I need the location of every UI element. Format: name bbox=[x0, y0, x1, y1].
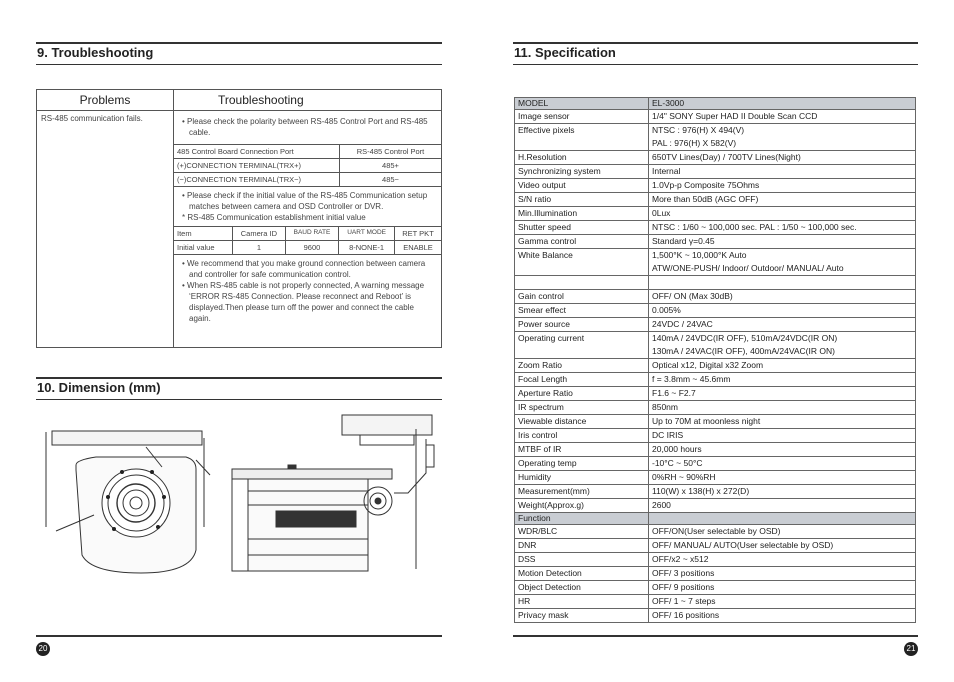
spec-value-line bbox=[652, 276, 912, 289]
spec-row bbox=[515, 443, 916, 457]
spec-label: Image sensor bbox=[515, 110, 649, 124]
dimension-title: 10. Dimension (mm) bbox=[37, 380, 161, 395]
spec-value bbox=[649, 387, 916, 401]
init-header-item: Item bbox=[174, 227, 233, 241]
spec-value bbox=[649, 249, 916, 276]
tip-initial-value: • Please check if the initial value of the RS-485 Communication setup matches between camera and OSD Controller or DVR. bbox=[182, 191, 428, 211]
spec-row bbox=[515, 373, 916, 387]
init-value-ret: ENABLE bbox=[395, 241, 441, 255]
spec-value bbox=[649, 235, 916, 249]
spec-label bbox=[515, 276, 649, 290]
spec-label: Gain control bbox=[515, 290, 649, 304]
troubleshooting-header: Troubleshooting bbox=[174, 90, 442, 111]
spec-value-line: DC IRIS bbox=[652, 430, 684, 440]
port-row-minus-value: 485− bbox=[340, 173, 442, 187]
spec-row bbox=[515, 387, 916, 401]
spec-value-line: 0Lux bbox=[652, 208, 671, 218]
spec-value-line: F1.6 ~ F2.7 bbox=[652, 388, 696, 398]
spec-value-line: 0.005% bbox=[652, 305, 681, 315]
spec-row bbox=[515, 401, 916, 415]
spec-value-line: -10°C ~ 50°C bbox=[652, 458, 703, 468]
spec-value-line: More than 50dB (AGC OFF) bbox=[652, 194, 759, 204]
spec-value bbox=[649, 359, 916, 373]
spec-value bbox=[649, 110, 916, 124]
section-rule bbox=[513, 64, 918, 65]
tip-cable: • When RS-485 cable is not properly connected, A warning message ‘ERROR RS-485 Connection. Please reconnect and Reboot’ is displayed.Then please turn off the power and connect the cable again. bbox=[182, 281, 425, 323]
spec-row bbox=[515, 207, 916, 221]
spec-row bbox=[515, 609, 916, 623]
spec-label: Video output bbox=[515, 179, 649, 193]
spec-label: Synchronizing system bbox=[515, 165, 649, 179]
spec-value bbox=[649, 539, 916, 553]
spec-label: Min.Illumination bbox=[515, 207, 649, 221]
footer-rule bbox=[513, 635, 918, 637]
spec-value-line: Internal bbox=[652, 166, 681, 176]
spec-value-line: 140mA / 24VDC(IR OFF), 510mA/24VDC(IR ON) bbox=[652, 333, 838, 343]
spec-value-line: OFF/x2 ~ x512 bbox=[652, 554, 709, 564]
spec-value-line: Optical x12, Digital x32 Zoom bbox=[652, 360, 764, 370]
port-row-minus: (−)CONNECTION TERMINAL(TRX−) bbox=[174, 173, 340, 187]
spec-label: Humidity bbox=[515, 471, 649, 485]
tip-note: * RS-485 Communication establishment initial value bbox=[182, 213, 366, 222]
spec-value bbox=[649, 318, 916, 332]
port-row-plus-value: 485+ bbox=[340, 159, 442, 173]
port-header-board: 485 Control Board Connection Port bbox=[174, 145, 340, 159]
spec-row bbox=[515, 124, 916, 151]
spec-value-line: NTSC : 1/60 ~ 100,000 sec. PAL : 1/50 ~ 100,000 sec. bbox=[652, 222, 857, 232]
spec-row bbox=[515, 499, 916, 513]
spec-label: Operating current bbox=[515, 332, 649, 359]
specification-title: 11. Specification bbox=[514, 45, 616, 60]
spec-label: Operating temp bbox=[515, 457, 649, 471]
spec-row bbox=[515, 318, 916, 332]
spec-label: Viewable distance bbox=[515, 415, 649, 429]
spec-row bbox=[515, 179, 916, 193]
spec-label: DSS bbox=[515, 553, 649, 567]
init-value-camera-id: 1 bbox=[233, 241, 286, 255]
spec-value bbox=[649, 98, 916, 110]
spec-row bbox=[515, 235, 916, 249]
spec-row bbox=[515, 525, 916, 539]
spec-row bbox=[515, 110, 916, 124]
problems-header: Problems bbox=[37, 90, 174, 111]
spec-value bbox=[649, 609, 916, 623]
spec-row bbox=[515, 249, 916, 276]
init-value-uart: 8-NONE-1 bbox=[339, 241, 395, 255]
spec-label: MODEL bbox=[515, 98, 649, 110]
spec-label: Zoom Ratio bbox=[515, 359, 649, 373]
spec-value-line: OFF/ 16 positions bbox=[652, 610, 720, 620]
spec-value bbox=[649, 567, 916, 581]
spec-value bbox=[649, 332, 916, 359]
spec-row bbox=[515, 276, 916, 290]
spec-value bbox=[649, 499, 916, 513]
spec-label: Weight(Approx.g) bbox=[515, 499, 649, 513]
page-number: 21 bbox=[904, 642, 918, 656]
spec-value-line: Up to 70M at moonless night bbox=[652, 416, 761, 426]
spec-label: S/N ratio bbox=[515, 193, 649, 207]
spec-value bbox=[649, 525, 916, 539]
spec-label: IR spectrum bbox=[515, 401, 649, 415]
spec-value bbox=[649, 207, 916, 221]
spec-label: HR bbox=[515, 595, 649, 609]
specification-table bbox=[514, 97, 916, 623]
spec-value-line: PAL : 976(H) X 582(V) bbox=[652, 138, 737, 148]
spec-value-line: f = 3.8mm ~ 45.6mm bbox=[652, 374, 731, 384]
spec-label: Aperture Ratio bbox=[515, 387, 649, 401]
spec-value-line: Standard γ=0.45 bbox=[652, 236, 715, 246]
section-rule bbox=[513, 42, 918, 44]
spec-value bbox=[649, 221, 916, 235]
spec-value bbox=[649, 513, 916, 525]
spec-value-line: 1,500°K ~ 10,000°K Auto bbox=[652, 250, 747, 260]
init-header-ret: RET PKT bbox=[395, 227, 441, 241]
spec-value-line: 110(W) x 138(H) x 272(D) bbox=[652, 486, 750, 496]
spec-value bbox=[649, 401, 916, 415]
spec-value-line: OFF/ ON (Max 30dB) bbox=[652, 291, 733, 301]
spec-row bbox=[515, 539, 916, 553]
spec-value-line: 1.0Vp-p Composite 75Ohms bbox=[652, 180, 760, 190]
spec-value-line: NTSC : 976(H) X 494(V) bbox=[652, 125, 745, 135]
spec-row bbox=[515, 221, 916, 235]
spec-row bbox=[515, 98, 916, 110]
spec-label: DNR bbox=[515, 539, 649, 553]
spec-label: H.Resolution bbox=[515, 151, 649, 165]
spec-value bbox=[649, 373, 916, 387]
spec-label: Object Detection bbox=[515, 581, 649, 595]
spec-row bbox=[515, 193, 916, 207]
spec-value bbox=[649, 485, 916, 499]
spec-row bbox=[515, 429, 916, 443]
spec-row bbox=[515, 595, 916, 609]
init-header-camera-id: Camera ID bbox=[233, 227, 286, 241]
spec-value-line: EL-3000 bbox=[652, 98, 685, 108]
spec-label: Motion Detection bbox=[515, 567, 649, 581]
spec-value bbox=[649, 179, 916, 193]
spec-value bbox=[649, 304, 916, 318]
spec-value-line: 2600 bbox=[652, 500, 671, 510]
spec-value bbox=[649, 457, 916, 471]
spec-value-line: OFF/ 1 ~ 7 steps bbox=[652, 596, 716, 606]
spec-row bbox=[515, 290, 916, 304]
spec-row bbox=[515, 457, 916, 471]
spec-value bbox=[649, 276, 916, 290]
spec-row bbox=[515, 359, 916, 373]
spec-value bbox=[649, 553, 916, 567]
spec-value bbox=[649, 124, 916, 151]
spec-value-line: ATW/ONE-PUSH/ Indoor/ Outdoor/ MANUAL/ Auto bbox=[652, 263, 844, 273]
spec-value-line: OFF/ MANUAL/ AUTO(User selectable by OSD) bbox=[652, 540, 834, 550]
spec-label: Effective pixels bbox=[515, 124, 649, 151]
spec-label: Iris control bbox=[515, 429, 649, 443]
troubleshooting-title: 9. Troubleshooting bbox=[37, 45, 154, 60]
page-number: 20 bbox=[36, 642, 50, 656]
init-value-label: Initial value bbox=[174, 241, 233, 255]
init-header-baud: BAUD RATE bbox=[285, 227, 338, 241]
spec-label: WDR/BLC bbox=[515, 525, 649, 539]
spec-row bbox=[515, 471, 916, 485]
spec-value bbox=[649, 595, 916, 609]
spec-value bbox=[649, 443, 916, 457]
spec-value bbox=[649, 581, 916, 595]
spec-value-line: 0%RH ~ 90%RH bbox=[652, 472, 716, 482]
spec-row bbox=[515, 415, 916, 429]
spec-label: Shutter speed bbox=[515, 221, 649, 235]
spec-label: White Balance bbox=[515, 249, 649, 276]
spec-value-line: OFF/ 9 positions bbox=[652, 582, 715, 592]
spec-row bbox=[515, 332, 916, 359]
spec-value-line: 20,000 hours bbox=[652, 444, 702, 454]
spec-label: Measurement(mm) bbox=[515, 485, 649, 499]
spec-row bbox=[515, 581, 916, 595]
spec-label: Smear effect bbox=[515, 304, 649, 318]
spec-row bbox=[515, 567, 916, 581]
spec-row bbox=[515, 151, 916, 165]
spec-row bbox=[515, 165, 916, 179]
spec-value-line: 650TV Lines(Day) / 700TV Lines(Night) bbox=[652, 152, 801, 162]
spec-value bbox=[649, 429, 916, 443]
problem-cell: RS-485 communication fails. bbox=[37, 111, 174, 348]
spec-value-line: 850nm bbox=[652, 402, 678, 412]
init-header-uart: UART MODE bbox=[339, 227, 395, 241]
spec-value-line bbox=[652, 513, 912, 524]
init-value-baud: 9600 bbox=[285, 241, 338, 255]
tip-polarity: • Please check the polarity between RS-485 Control Port and RS-485 cable. bbox=[182, 117, 428, 137]
spec-row bbox=[515, 553, 916, 567]
spec-row bbox=[515, 513, 916, 525]
spec-row bbox=[515, 304, 916, 318]
spec-label: Privacy mask bbox=[515, 609, 649, 623]
spec-label: Gamma control bbox=[515, 235, 649, 249]
spec-value-line: OFF/ 3 positions bbox=[652, 568, 715, 578]
port-row-plus: (+)CONNECTION TERMINAL(TRX+) bbox=[174, 159, 340, 173]
spec-value bbox=[649, 165, 916, 179]
spec-value-line: 1/4" SONY Super HAD II Double Scan CCD bbox=[652, 111, 818, 121]
port-header-rs485: RS-485 Control Port bbox=[340, 145, 442, 159]
spec-row bbox=[515, 485, 916, 499]
spec-value bbox=[649, 471, 916, 485]
spec-label: Power source bbox=[515, 318, 649, 332]
spec-value bbox=[649, 193, 916, 207]
tip-ground: • We recommend that you make ground connection between camera and controller for safe communication control. bbox=[182, 259, 426, 279]
spec-value-line: OFF/ON(User selectable by OSD) bbox=[652, 526, 781, 536]
spec-label: MTBF of IR bbox=[515, 443, 649, 457]
spec-value-line: 24VDC / 24VAC bbox=[652, 319, 713, 329]
spec-label: Function bbox=[515, 513, 649, 525]
spec-value bbox=[649, 290, 916, 304]
spec-value bbox=[649, 151, 916, 165]
spec-label: Focal Length bbox=[515, 373, 649, 387]
spec-value-line: 130mA / 24VAC(IR OFF), 400mA/24VAC(IR ON) bbox=[652, 346, 835, 356]
spec-value bbox=[649, 415, 916, 429]
